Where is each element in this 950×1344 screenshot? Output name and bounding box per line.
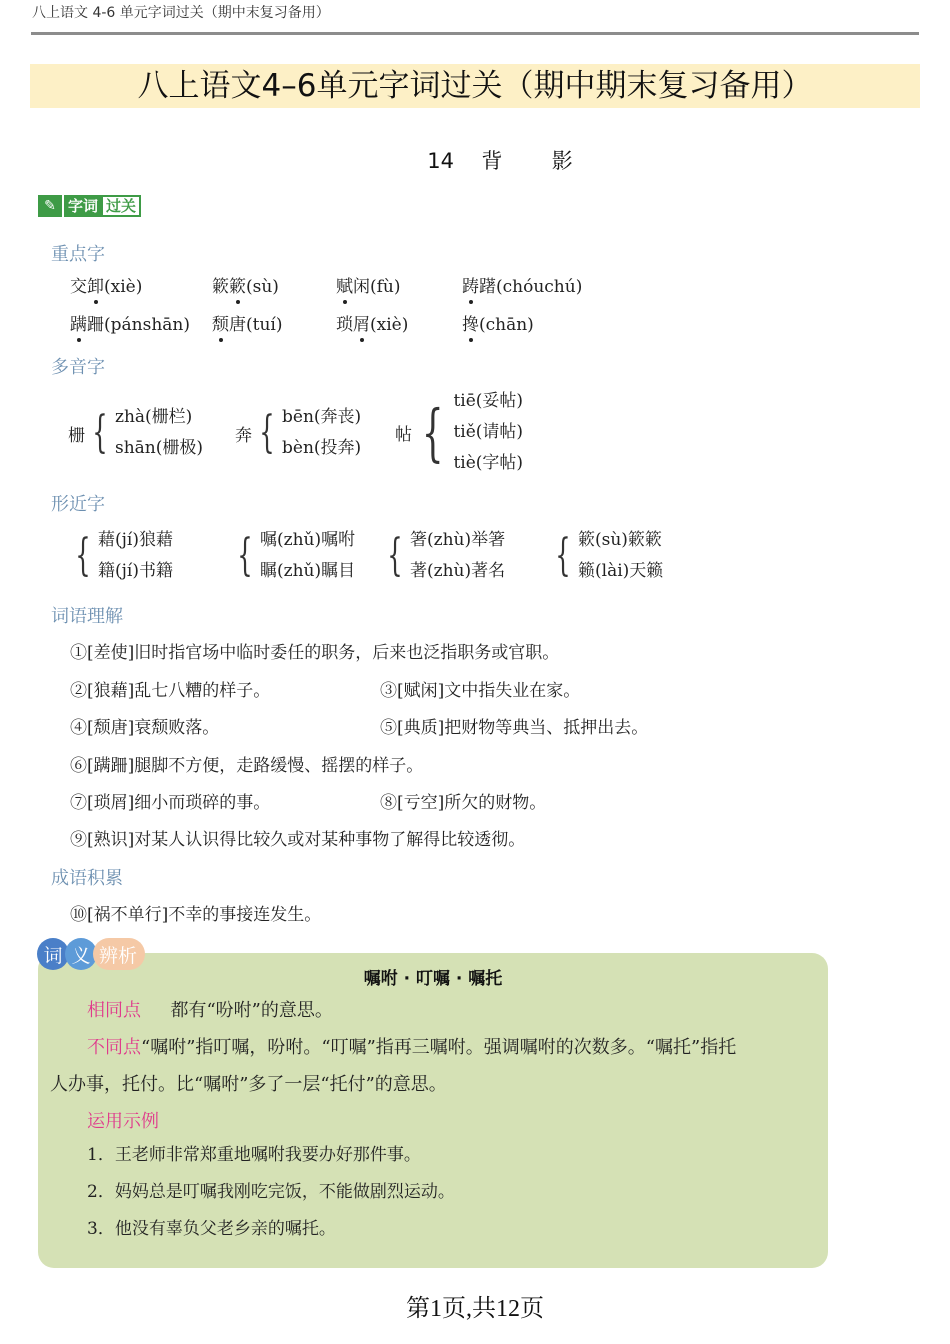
key-char-pinyin: (chān) [479,315,534,335]
header-rule [31,32,919,35]
word-definition: ⑤[典质]把财物等典当、抵押出去。 [380,718,649,738]
key-char-emphasis: 踌 [462,277,479,297]
example-text: 我要办好那件事。 [284,1145,421,1165]
example-text: 1．王老师非常郑重地 [87,1145,251,1165]
key-char-item [462,272,582,297]
word-definition: ⑧[亏空]所欠的财物。 [380,793,547,813]
lesson-heading [0,145,950,175]
word-definition: ①[差使]旧时指官场中临时委任的职务，后来也泛指职务或官职。 [70,643,560,663]
key-char-emphasis: 赋 [336,277,353,297]
key-char-emphasis: 颓 [212,315,229,335]
usage-example [87,1177,455,1202]
pen-icon: ✎ [38,195,62,217]
brace-icon: { [75,530,91,581]
usage-example [87,1140,421,1165]
similar-item: 箸(zhù)举箸 [410,530,506,550]
key-char-pinyin: 跚(pánshān) [87,315,190,335]
similar-item: 嘱(zhǔ)嘱咐 [260,530,356,550]
similar-item: 簌(sù)簌簌 [578,530,662,550]
word-definition: ③[赋闲]文中指失业在家。 [380,681,581,701]
brace-icon: { [237,530,253,581]
similar-item: 籁(lài)天籁 [578,561,664,581]
key-char-item [336,310,408,335]
key-char-item [70,272,142,297]
usage-example [87,1214,336,1239]
brace-icon: { [259,407,275,458]
similar-group [548,525,663,587]
section-badge [38,195,141,217]
key-char-pinyin: 躇(chóuchú) [479,277,583,297]
heading-similar: 形近字 [51,494,105,515]
key-char-emphasis: 卸 [87,277,104,297]
example-text: 。 [318,1219,336,1239]
heading-polyphones: 多音字 [51,357,105,378]
key-char-text: 琐 [336,315,353,335]
similar-item: 著(zhù)著名 [410,561,506,581]
example-text: 我刚吃完饭，不能做剧烈运动。 [216,1182,455,1202]
polyphone-reading: bēn(奔丧) [282,407,362,427]
polyphone-reading: shān(栅极) [115,438,204,458]
page-title: 八上语文4–6单元字词过关（期中期末复习备用） [137,68,813,104]
key-char-item [212,310,282,335]
similar-group [380,525,505,587]
diff-point-continuation: 人办事，托付。比“嘱咐”多了一层“托付”的意思。 [50,1074,447,1095]
analysis-tag-word: 辨析 [93,938,145,970]
analysis-tag-char: 义 [65,938,97,970]
key-char-pinyin: 唐(tuí) [229,315,283,335]
key-char-item [70,310,190,335]
polyphone-char: 奔 [235,425,252,446]
polyphone-reading: tiè(字帖) [453,453,524,473]
heading-idioms: 成语积累 [51,868,123,889]
example-text: 2．妈妈总是 [87,1182,183,1202]
word-definition: ⑥[蹒跚]腿脚不方便，走路缓慢、摇摆的样子。 [70,756,424,776]
example-keyword: 嘱咐 [250,1145,285,1165]
key-char-emphasis: 搀 [462,315,479,335]
brace-icon: { [92,407,108,458]
usage-label: 运用示例 [87,1111,159,1132]
brace-icon: { [421,395,444,469]
badge-part2: 过关 [101,195,141,217]
key-char-emphasis: 屑 [353,315,370,335]
heading-key-chars: 重点字 [51,244,105,265]
polyphone-group [235,402,361,464]
key-char-item [212,272,279,297]
brace-icon: { [555,530,571,581]
lesson-number: 14 [427,149,454,173]
polyphone-reading: zhà(栅栏) [115,407,193,427]
similar-item: 瞩(zhǔ)瞩目 [260,561,356,581]
lesson-title-a: 背 [481,149,503,173]
key-char-emphasis: 簌 [229,277,246,297]
word-definition: ②[狼藉]乱七八糟的样子。 [70,681,271,701]
polyphone-group [68,402,203,464]
word-definition: ⑨[熟识]对某人认识得比较久或对某种事物了解得比较透彻。 [70,830,526,850]
word-definition: ⑦[琐屑]细小而琐碎的事。 [70,793,271,813]
running-header: 八上语文 4-6 单元字词过关（期中末复习备用） [32,5,330,21]
same-point-label: 相同点 [87,1000,141,1021]
key-char-pinyin: (sù) [246,277,279,297]
lesson-title-b: 影 [551,149,573,173]
analysis-title: 嘱咐 · 叮嘱 · 嘱托 [363,969,503,989]
key-char-text: 交 [70,277,87,297]
polyphone-char: 栅 [68,425,85,446]
example-text: 3．他没有辜负父老乡亲的 [87,1219,285,1239]
similar-item: 藉(jí)狼藉 [98,530,173,550]
polyphone-group [395,386,523,479]
similar-group [68,525,173,587]
similar-group [230,525,355,587]
diff-point-text: “嘱咐”指叮嘱，吩咐。“叮嘱”指再三嘱咐。强调嘱咐的次数多。“嘱托”指托 [141,1037,737,1058]
idiom-definition: ⑩[祸不单行]不幸的事接连发生。 [70,905,322,925]
example-keyword: 叮嘱 [182,1182,217,1202]
page-number: 第1页,共12页 [406,1296,544,1322]
polyphone-reading: tiē(妥帖) [453,391,524,411]
key-char-pinyin: 闲(fù) [353,277,401,297]
heading-words: 词语理解 [51,606,123,627]
key-char-pinyin: (xiè) [370,315,409,335]
example-keyword: 嘱托 [284,1219,319,1239]
key-char-emphasis: 蹒 [70,315,87,335]
same-point-line [87,996,333,1022]
brace-icon: { [387,530,403,581]
key-char-text: 簌 [212,277,229,297]
diff-point-label: 不同点 [87,1037,141,1058]
key-char-item [336,272,401,297]
similar-item: 籍(jí)书籍 [98,561,173,581]
key-char-pinyin: (xiè) [104,277,143,297]
polyphone-reading: tiě(请帖) [453,422,524,442]
badge-part1: 字词 [64,195,101,217]
same-point-text: 都有“吩咐”的意思。 [170,1000,333,1021]
polyphone-char: 帖 [395,425,412,445]
word-definition: ④[颓唐]衰颓败落。 [70,718,220,738]
analysis-tag-char: 词 [37,938,69,970]
diff-point-line [87,1033,736,1059]
polyphone-reading: bèn(投奔) [282,438,362,458]
key-char-item [462,310,534,335]
